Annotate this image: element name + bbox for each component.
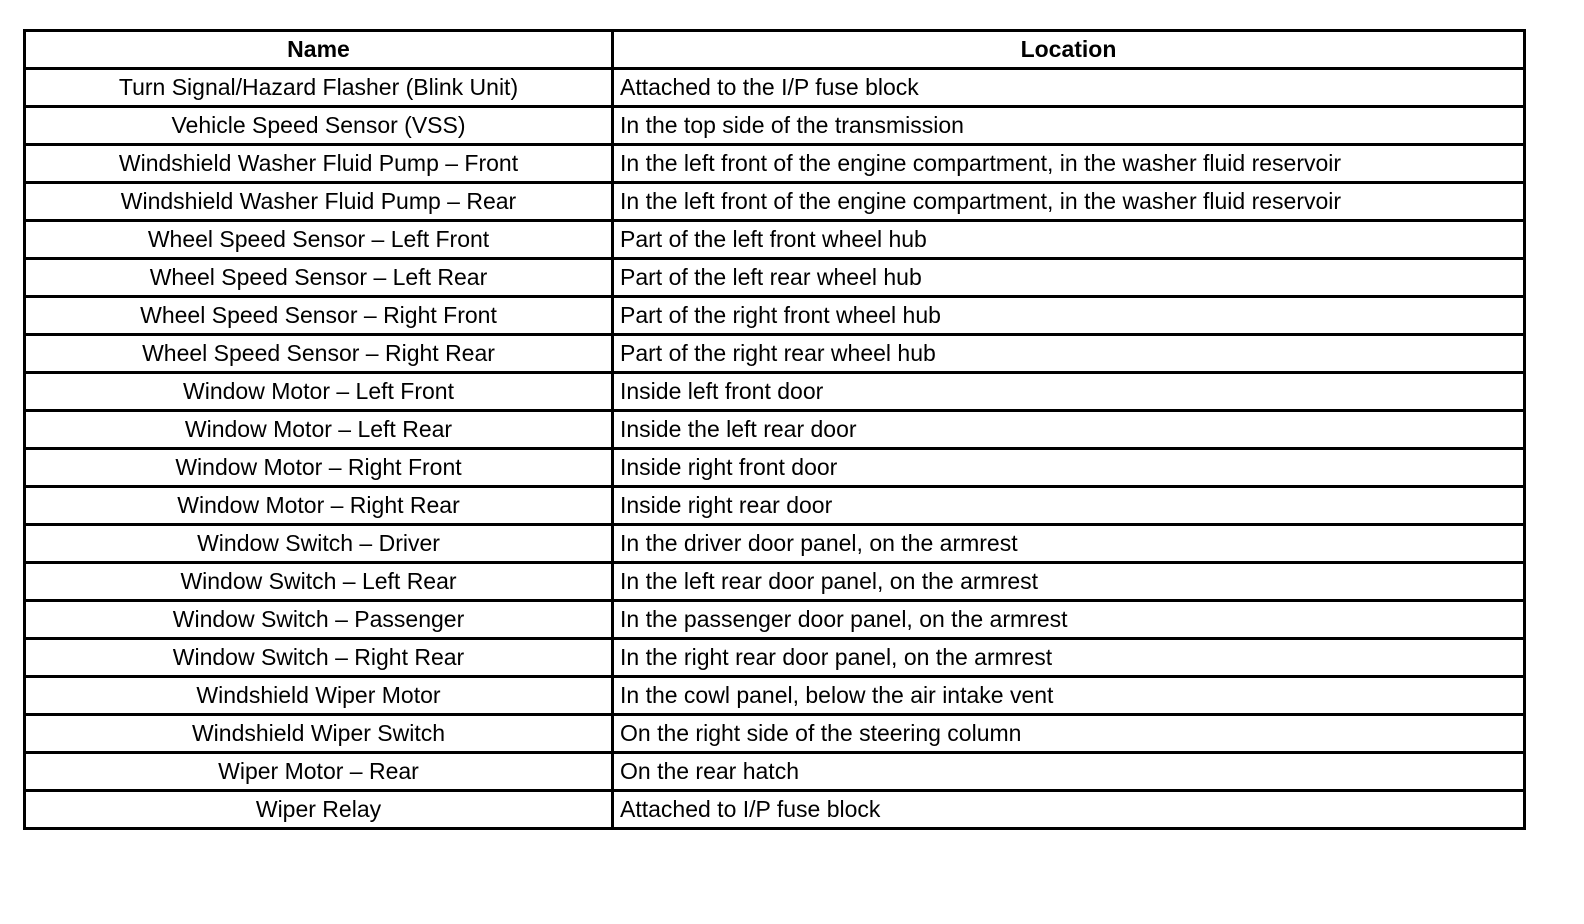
- table-row: [25, 107, 1525, 145]
- table-row: [25, 449, 1525, 487]
- component-name-cell: Windshield Washer Fluid Pump – Front: [25, 145, 613, 183]
- component-location-cell: Inside right front door: [613, 449, 1525, 487]
- component-location-cell: Inside left front door: [613, 373, 1525, 411]
- component-location-cell: Part of the left front wheel hub: [613, 221, 1525, 259]
- component-location-cell: In the right rear door panel, on the armrest: [613, 639, 1525, 677]
- component-location-cell: In the left front of the engine compartment, in the washer fluid reservoir: [613, 183, 1525, 221]
- component-name-cell: Window Switch – Driver: [25, 525, 613, 563]
- table-row: [25, 715, 1525, 753]
- component-location-cell: Attached to I/P fuse block: [613, 791, 1525, 829]
- component-name-cell: Windshield Washer Fluid Pump – Rear: [25, 183, 613, 221]
- column-header-location: Location: [613, 31, 1525, 69]
- component-location-cell: Inside the left rear door: [613, 411, 1525, 449]
- component-name-cell: Vehicle Speed Sensor (VSS): [25, 107, 613, 145]
- component-location-cell: On the right side of the steering column: [613, 715, 1525, 753]
- header-row: [25, 31, 1525, 69]
- table-row: [25, 259, 1525, 297]
- component-name-cell: Wheel Speed Sensor – Right Front: [25, 297, 613, 335]
- table-row: [25, 753, 1525, 791]
- table-row: [25, 601, 1525, 639]
- column-header-name: Name: [25, 31, 613, 69]
- table-row: [25, 525, 1525, 563]
- component-name-cell: Windshield Wiper Motor: [25, 677, 613, 715]
- table-row: [25, 297, 1525, 335]
- component-location-cell: In the left front of the engine compartment, in the washer fluid reservoir: [613, 145, 1525, 183]
- component-name-cell: Wiper Motor – Rear: [25, 753, 613, 791]
- table-row: [25, 639, 1525, 677]
- component-location-cell: Part of the right front wheel hub: [613, 297, 1525, 335]
- component-location-cell: Part of the right rear wheel hub: [613, 335, 1525, 373]
- component-name-cell: Wheel Speed Sensor – Left Rear: [25, 259, 613, 297]
- component-name-cell: Wiper Relay: [25, 791, 613, 829]
- component-name-cell: Wheel Speed Sensor – Left Front: [25, 221, 613, 259]
- table-header: [25, 31, 1525, 69]
- table-row: [25, 411, 1525, 449]
- component-location-table: [23, 29, 1526, 830]
- table-row: [25, 373, 1525, 411]
- component-name-cell: Window Switch – Passenger: [25, 601, 613, 639]
- table-row: [25, 221, 1525, 259]
- table-row: [25, 145, 1525, 183]
- table-body: [25, 69, 1525, 829]
- component-location-cell: In the top side of the transmission: [613, 107, 1525, 145]
- component-location-sheet: [23, 29, 1523, 830]
- component-name-cell: Window Motor – Right Front: [25, 449, 613, 487]
- table-row: [25, 69, 1525, 107]
- table-row: [25, 677, 1525, 715]
- component-name-cell: Window Motor – Left Rear: [25, 411, 613, 449]
- component-name-cell: Window Motor – Right Rear: [25, 487, 613, 525]
- component-location-cell: On the rear hatch: [613, 753, 1525, 791]
- component-location-cell: In the cowl panel, below the air intake vent: [613, 677, 1525, 715]
- component-name-cell: Window Switch – Left Rear: [25, 563, 613, 601]
- component-location-cell: In the passenger door panel, on the armrest: [613, 601, 1525, 639]
- component-name-cell: Window Switch – Right Rear: [25, 639, 613, 677]
- component-location-cell: In the driver door panel, on the armrest: [613, 525, 1525, 563]
- table-row: [25, 791, 1525, 829]
- component-name-cell: Wheel Speed Sensor – Right Rear: [25, 335, 613, 373]
- table-row: [25, 335, 1525, 373]
- table-row: [25, 183, 1525, 221]
- component-location-cell: Attached to the I/P fuse block: [613, 69, 1525, 107]
- component-name-cell: Window Motor – Left Front: [25, 373, 613, 411]
- table-row: [25, 487, 1525, 525]
- component-location-cell: In the left rear door panel, on the armrest: [613, 563, 1525, 601]
- component-name-cell: Windshield Wiper Switch: [25, 715, 613, 753]
- component-location-cell: Inside right rear door: [613, 487, 1525, 525]
- component-name-cell: Turn Signal/Hazard Flasher (Blink Unit): [25, 69, 613, 107]
- component-location-cell: Part of the left rear wheel hub: [613, 259, 1525, 297]
- table-row: [25, 563, 1525, 601]
